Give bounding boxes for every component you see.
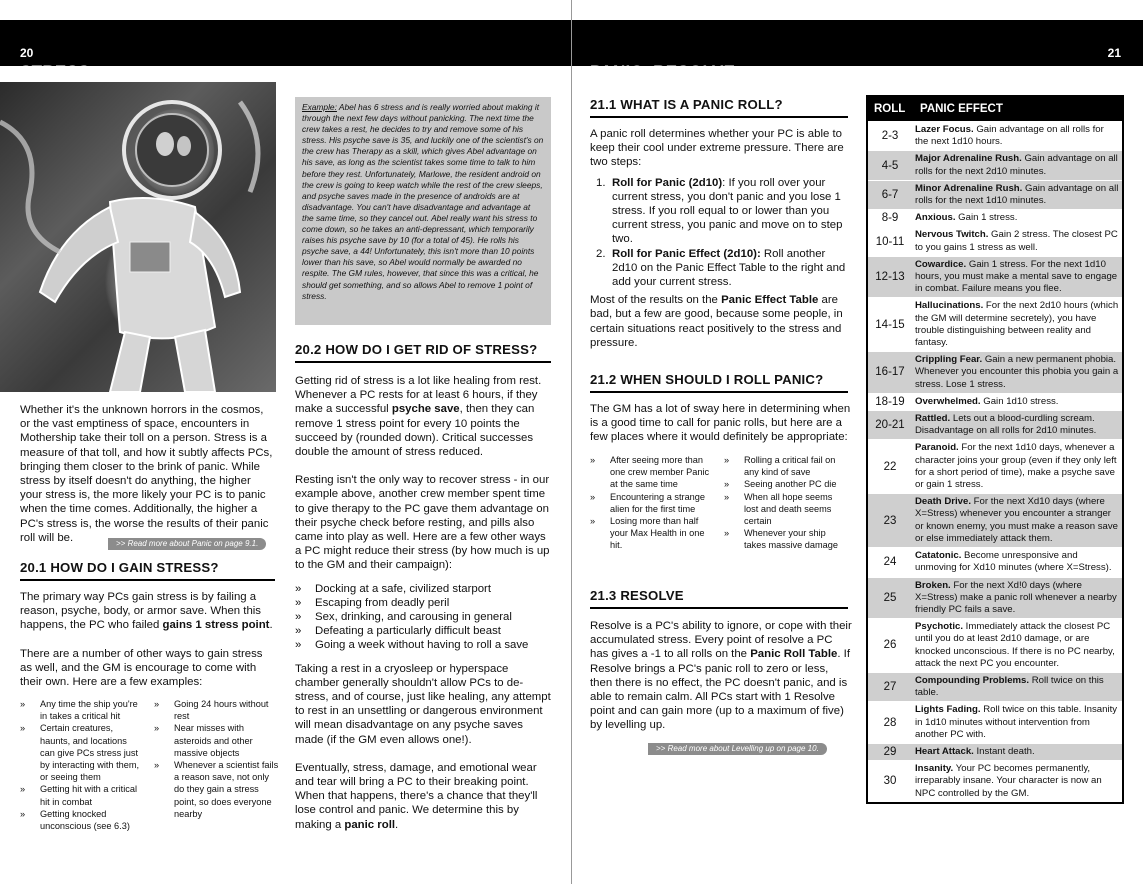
list-item: » Any time the ship you're in takes a critical hit (20, 698, 140, 722)
effect-cell (912, 393, 1123, 410)
section-20-1-heading: 20.1 HOW DO I GAIN STRESS? (20, 560, 275, 581)
effect-cell (912, 352, 1123, 394)
list-item: » Escaping from deadly peril (295, 596, 552, 610)
effect-text: Gain advantage on all rolls for the next 2d10 minutes. (915, 153, 1118, 177)
list-item: » When all hope seems lost and death seems certain (724, 491, 848, 528)
effect-text: For the next 1d10 days, whenever a character joins your group (even if they only left for a short period of time), make a psyche save or gain 1 stress. (915, 442, 1117, 491)
step-item (590, 176, 852, 247)
effect-cell (912, 180, 1123, 209)
list-item: » Going a week without having to roll a save (295, 638, 552, 652)
roll-cell: 4-5 (867, 151, 912, 180)
roll-cell: 28 (867, 702, 912, 744)
section-20-2-heading: 20.2 HOW DO I GET RID OF STRESS? (295, 342, 551, 363)
roll-cell: 6-7 (867, 180, 912, 209)
roll-cell: 22 (867, 440, 912, 494)
effect-text: Lets out a blood-curdling scream. Disadvantage on all rolls for 2d10 minutes. (915, 413, 1097, 437)
list-item: » Going 24 hours without rest (154, 698, 279, 722)
list-item: » Certain creatures, haunts, and locations can give PCs stress just by interacting with them, or seeing them (20, 722, 140, 783)
effect-name: Cowardice. (915, 258, 967, 270)
gain-stress-list-col1 (20, 698, 140, 832)
list-item: » Seeing another PC die (724, 478, 848, 490)
step-number: 2. (596, 247, 606, 260)
effect-cell (912, 227, 1123, 256)
effect-text: Immediately attack the closest PC until you do at least 2d10 damage, or are knocked unconscious. If there is no PC nearby, attack the next PC you encounter. (915, 621, 1115, 669)
read-more-panic-link[interactable]: >> Read more about Panic on page 9.1. (108, 538, 266, 550)
section-20-2-body: Getting rid of stress is a lot like healing from rest. Whenever a PC rests for at least 6 hours, if they make a successful psyche save, then they can remove 1 stress point for every 10 points the succeed by (rounded down). Critical successes double the amount of stress reduced. Resting isn't the only way to recover stress - in our example above, another crew member spent time to give therapy to the PC gave them advantage on their psyche check before resting, and pills also came into play as well. Here are a few other ways a PC might reduce their stress (by how much is up to the GM and their campaign): » Docking at a safe, civilized starport » Escaping from deadly peril » Sex, drinking, and carousing in general » Defeating a particularly difficult beast » Going a week without having to roll a save Taking a rest in a cryosleep or hyperspace chamber generally shouldn't allow PCs to de-stress, and of course, just like healing, any attempt to rest in an unsettling or dangerous environment will mean disadvantage on any psyche saves made (if the GM even allows one!). Eventually, stress, damage, and emotional wear and tear will bring a PC to their breaking point. When that happens, there's a chance that they'll lose control and panic. We determine this by making a panic roll. (295, 374, 552, 832)
section-21-3-heading: 21.3 RESOLVE (590, 588, 848, 609)
effect-cell (912, 151, 1123, 180)
effect-cell (912, 210, 1123, 227)
effect-name: Compounding Problems. (915, 674, 1030, 686)
table-row (867, 393, 1123, 410)
effect-text: Gain advantage on all rolls for the next 1d10 hours. (915, 124, 1104, 148)
page-header-banner (572, 20, 1143, 81)
panic-steps-list (590, 176, 852, 290)
table-row (867, 743, 1123, 760)
example-box (295, 97, 551, 325)
roll-cell: 10-11 (867, 227, 912, 256)
effect-cell (912, 411, 1123, 440)
effect-text: For the next 2d10 hours (which the GM will determine secretely), you have trouble distinguishing between reality and fantasy. (915, 300, 1119, 349)
effect-name: Minor Adrenaline Rush. (915, 182, 1023, 194)
astronaut-icon (0, 82, 276, 392)
list-item: » Whenever a scientist fails a reason save, not only do they gain a stress point, so does everyone nearby (154, 759, 279, 820)
gain-stress-list-col2 (154, 698, 279, 820)
effect-name: Crippling Fear. (915, 354, 983, 366)
list-item: » Encountering a strange alien for the first time (590, 491, 712, 515)
roll-cell: 25 (867, 577, 912, 619)
page-title: STRESS (20, 62, 90, 81)
effect-cell (912, 122, 1123, 151)
list-item: » Getting knocked unconscious (see 6.3) (20, 808, 140, 832)
page-number: 20 (20, 46, 34, 60)
step-item (590, 247, 852, 290)
effect-cell (912, 743, 1123, 760)
effect-cell (912, 494, 1123, 548)
table-row (867, 180, 1123, 209)
effect-name: Insanity. (915, 763, 954, 775)
effect-text: Gain 2 stress. The closest PC to you gains 1 stress as well. (915, 229, 1118, 253)
table-row (867, 577, 1123, 619)
effect-text: Roll twice on this table. Insanity in 1d10 minutes without intervention from another PC with. (915, 704, 1118, 740)
effect-name: Nervous Twitch. (915, 229, 989, 241)
effect-cell (912, 702, 1123, 744)
effect-text: Gain 1 stress. (955, 212, 1018, 224)
roll-cell: 27 (867, 672, 912, 701)
roll-cell: 18-19 (867, 393, 912, 410)
effect-name: Overwhelmed. (915, 395, 981, 407)
roll-cell: 12-13 (867, 256, 912, 298)
effect-text: Gain 1 stress. For the next 1d10 hours, you must make a mental save to engage in combat. Failure means you flee. (915, 258, 1118, 295)
page-title: PANIC, RESOLVE (590, 62, 736, 81)
effect-name: Heart Attack. (915, 745, 974, 757)
section-21-2-heading: 21.2 WHEN SHOULD I ROLL PANIC? (590, 372, 848, 393)
effect-name: Major Adrenaline Rush. (915, 153, 1022, 165)
example-label: Example: (302, 102, 337, 112)
effect-text: Your PC becomes permanently, irreparably insane. Your character is now an NPC controlled by the GM. (915, 763, 1102, 799)
section-21-1-body: A panic roll determines whether your PC is able to keep their cool under extreme pressure. There are two steps: 1. Roll for Panic (2d10): If you roll over your current stress, you don't panic and you lose 1 stress. If you roll equal to or lower than you current stress, you panic and move on to step two. 2. Roll for Panic Effect (2d10): Roll another 2d10 on the Panic Effect Table to the right and add your current stress. Most of the results on the Panic Effect Table are bad, but a few are good, because some people, in certain situations react positively to the stress and pressure. (590, 127, 852, 350)
list-item: » Losing more than half your Max Health in one hit. (590, 515, 712, 552)
effect-name: Lights Fading. (915, 704, 981, 716)
panic-roll-intro: A panic roll determines whether your PC is able to keep their cool under extreme pressure. There are two steps: (590, 128, 844, 169)
cryosleep-paragraph: Taking a rest in a cryosleep or hyperspace chamber generally shouldn't allow PCs to de-stress, and of course, just like healing, any attempt to rest in an unsettling or dangerous environment will mean disadvantage on any psyche saves made (if the GM even allows one!). (295, 662, 551, 746)
list-item: » Docking at a safe, civilized starport (295, 582, 552, 596)
table-row (867, 548, 1123, 577)
effect-text: Gain advantage on all rolls for the next 1d10 minutes. (915, 182, 1119, 207)
example-text: Abel has 6 stress and is really worried about making it through the next few days without panicking. The next time the crew takes a rest, he decides to try and remove some of his stress. His psyche save is 35, and luckily one of the scientist's on the crew has Therapy as a skill, which gives Abel advantage on his save, as long as the scientist takes some time to talk to him before they rest. Unfortunately, Marlowe, the resident android on the crew is going to keep watch while the rest of the crew sleeps, and psyche saves made in the presence of androids are at disadvantage. You can't have disadvantage and advantage at the same time, so they cancel out. Abel really want his stress to come down, so he takes an anti-depressant, which temporarily raises his psyche save by 10 (for a total of 45). He rolls his psyche save, a 44! Unfortunately, this isn't more than 10 points lower than his save, so Abel would normally be awarded no respite. The GM rules, however, that since this was a critical, he should get something, and so allows Abel to remove 1 point of stress. (302, 102, 544, 301)
roll-cell: 14-15 (867, 298, 912, 352)
gain-examples-intro: There are a number of other ways to gain stress as well, and the GM is encourage to come with their own. Here are a few examples: (20, 647, 263, 689)
list-item: » Getting hit with a critical hit in combat (20, 783, 140, 807)
intro-text: Whether it's the unknown horrors in the cosmos, or the vast emptiness of space, encounters in Mothership take their toll on a person. Stress is a measure of that toll, and how it subtly affects PCs, bringing them closer to the brink of panic. While stress by itself doesn't do anything, the higher your stress is, the more likely your PC is to panic when the time comes. Additionally, the higher a PC's stress is, the worse the results of their panic roll will be. (20, 404, 273, 544)
table-row (867, 227, 1123, 256)
effect-text: Become unresponsive and unmoving for Xd10 minutes (where X=Stress). (915, 550, 1112, 574)
section-21-3-body: Resolve is a PC's ability to ignore, or cope with their accumulated stress. Every point of resolve a PC has gives a -1 to all rolls on the Panic Roll Table. If Resolve brings a PC's panic roll to zero or less, then there is no effect, the PC doesn't panic, and is able to remain calm. All PCs start with 1 Resolve point and can gain more (up to a maximum of five) by levelling up. (590, 620, 852, 732)
effect-cell (912, 298, 1123, 352)
astronaut-illustration (0, 82, 276, 392)
effect-name: Lazer Focus. (915, 124, 974, 135)
roll-cell: 20-21 (867, 411, 912, 440)
roll-cell: 16-17 (867, 352, 912, 394)
effect-cell (912, 256, 1123, 298)
column-header-roll: ROLL (867, 96, 912, 122)
effect-cell (912, 577, 1123, 619)
reduce-stress-list (295, 582, 552, 653)
effect-name: Broken. (915, 579, 951, 591)
section-21-1-heading: 21.1 WHAT IS A PANIC ROLL? (590, 97, 848, 118)
table-row (867, 761, 1123, 803)
roll-cell: 24 (867, 548, 912, 577)
table-row (867, 672, 1123, 701)
reduce-stress-intro: Resting isn't the only way to recover stress - in our example above, another crew member spent time to give therapy to the PC gave them advantage on their psyche check before resting, and pills also came into play as well. Here are a few other ways a PC might reduce their stress (by how much is up to the GM and their campaign): (295, 474, 550, 572)
effect-text: Roll twice on this table. (915, 674, 1104, 699)
effect-cell (912, 548, 1123, 577)
step-text: : If you roll over your current stress, you don't panic and you lose 1 stress. If you roll equal to or lower than you current stress, you panic and move on to step two. (612, 176, 843, 246)
effect-text: For the next Xd10 days (where X=Stress) whenever you encounter a stranger or known enemy, you must make a reason save or else immediately attack them. (915, 496, 1118, 544)
when-panic-list-col1 (590, 454, 712, 552)
when-panic-intro: The GM has a lot of sway here in determining when is a good time to call for panic rolls, but here are a few places where it would definitely be appropriate: (590, 403, 851, 444)
section-21-2-body (590, 402, 852, 445)
table-row (867, 440, 1123, 494)
step-title: Roll for Panic Effect (2d10): (612, 247, 761, 260)
roll-cell: 30 (867, 761, 912, 803)
list-item: » Whenever your ship takes massive damage (724, 527, 848, 551)
effect-name: Hallucinations. (915, 300, 984, 312)
table-row (867, 619, 1123, 673)
roll-cell: 26 (867, 619, 912, 673)
table-row (867, 494, 1123, 548)
effect-name: Paranoid. (915, 442, 959, 454)
effect-name: Anxious. (915, 212, 956, 224)
roll-cell: 23 (867, 494, 912, 548)
effect-name: Catatonic. (915, 550, 962, 562)
table-row (867, 256, 1123, 298)
roll-cell: 2-3 (867, 122, 912, 151)
effect-text: Instant death. (973, 745, 1035, 757)
step-title: Roll for Panic (2d10) (612, 176, 723, 189)
effect-name: Psychotic. (915, 621, 963, 633)
panic-effect-table (866, 95, 1124, 804)
table-header-row (867, 96, 1123, 122)
table-row (867, 298, 1123, 352)
column-header-effect: PANIC EFFECT (912, 96, 1123, 122)
list-item: » Defeating a particularly difficult beast (295, 624, 552, 638)
intro-paragraph (20, 403, 275, 545)
table-row (867, 151, 1123, 180)
step-number: 1. (596, 176, 606, 189)
effect-cell (912, 440, 1123, 494)
section-20-1-body: The primary way PCs gain stress is by failing a reason, psyche, body, or armor save. When this happens, the PC who failed gains 1 stress point. There are a number of other ways to gain stress as well, and the GM is encourage to come with their own. Here are a few examples: (20, 590, 275, 689)
table-row (867, 122, 1123, 151)
effect-text: For the next Xd!0 days (where X=Stress) make a panic roll whenever a nearby friendly PC fails a save. (915, 579, 1117, 615)
table-row (867, 411, 1123, 440)
list-item: » Rolling a critical fail on any kind of save (724, 454, 848, 478)
page-header-banner (0, 20, 571, 81)
effect-name: Death Drive. (915, 496, 971, 508)
effect-text: Gain 1d10 stress. (980, 395, 1059, 407)
page-number: 21 (1107, 46, 1121, 60)
effect-cell (912, 619, 1123, 673)
effect-name: Rattled. (915, 413, 951, 425)
list-item: » After seeing more than one crew member Panic at the same time (590, 454, 712, 491)
list-item: » Sex, drinking, and carousing in general (295, 610, 552, 624)
table-row (867, 210, 1123, 227)
table-row (867, 702, 1123, 744)
effect-cell (912, 761, 1123, 803)
step-text: Roll another 2d10 on the Panic Effect Table to the right and add your current stress. (612, 247, 846, 289)
effect-cell (912, 672, 1123, 701)
when-panic-list-col2 (724, 454, 848, 552)
table-row (867, 352, 1123, 394)
roll-cell: 29 (867, 743, 912, 760)
roll-cell: 8-9 (867, 210, 912, 227)
list-item: » Near misses with asteroids and other massive objects (154, 722, 279, 759)
effect-text: Gain a new permanent phobia. Whenever you encounter this phobia you gain a stress. Lose 1 stress. (915, 354, 1119, 390)
read-more-levelling-link[interactable]: >> Read more about Levelling up on page 10. (648, 743, 827, 755)
